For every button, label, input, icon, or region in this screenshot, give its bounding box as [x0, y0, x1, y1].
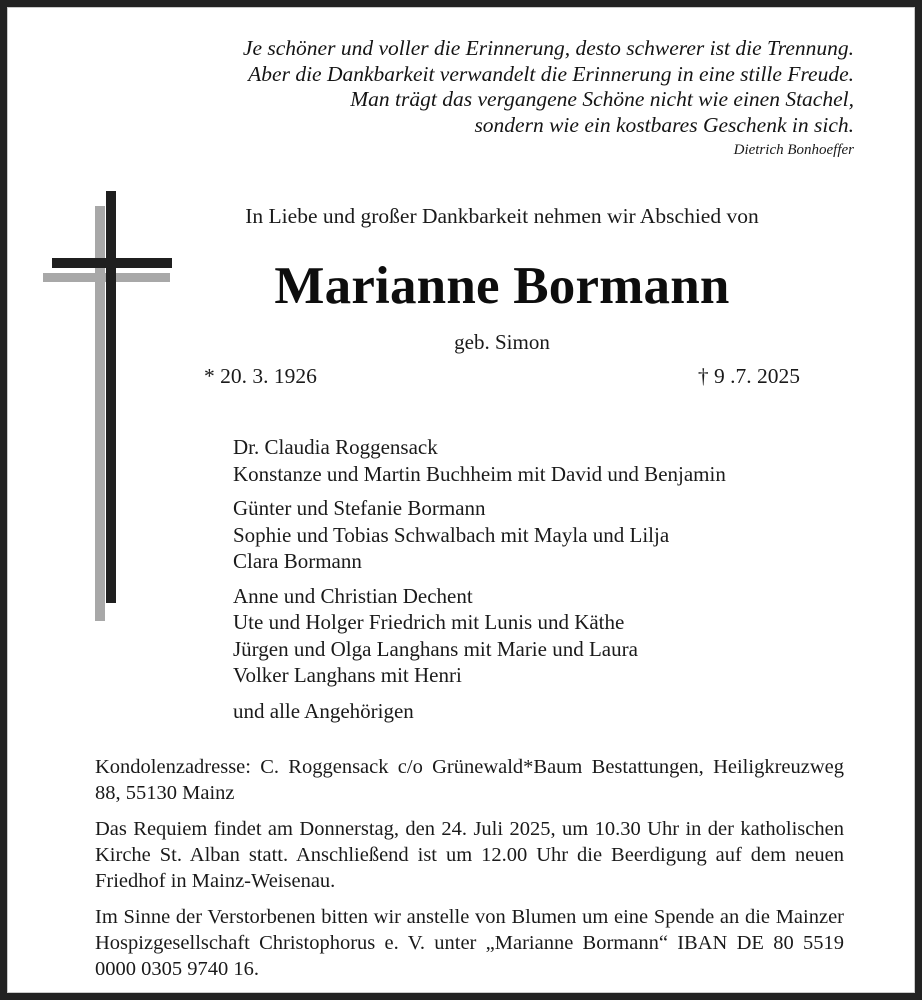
mourner-line: Volker Langhans mit Henri [233, 663, 462, 687]
birth-date: * 20. 3. 1926 [204, 364, 317, 388]
quote-line-4: sondern wie ein kostbares Geschenk in sich. [474, 112, 854, 137]
cross-icon [36, 188, 186, 638]
family-group [233, 495, 873, 575]
quote-line-2: Aber die Dankbarkeit verwandelt die Erinnerung in eine stille Freude. [248, 61, 854, 86]
mourner-line: Clara Bormann [233, 549, 362, 573]
notice-inner-frame [7, 7, 915, 993]
quote-author: Dietrich Bonhoeffer [733, 142, 854, 158]
memorial-quote [148, 36, 854, 160]
deceased-name: Marianne Bormann [274, 257, 730, 315]
service-details: Das Requiem findet am Donnerstag, den 24. Juli 2025, um 10.30 Uhr in der katholischen Kirche St. Alban statt. Anschließend ist um 12.00 Uhr die Beerdigung auf dem neuen Friedhof in Mainz-Weisenau. [95, 818, 844, 892]
mourners-list [233, 434, 873, 689]
lead-in-text: In Liebe und großer Dankbarkeit nehmen wir Abschied von [245, 204, 759, 228]
mourner-line: Jürgen und Olga Langhans mit Marie und Laura [233, 636, 638, 661]
quote-line-3: Man trägt das vergangene Schöne nicht wie einen Stachel, [350, 87, 854, 111]
death-date: † 9 .7. 2025 [697, 364, 800, 388]
family-group [233, 434, 873, 487]
mourner-line: Konstanze und Martin Buchheim mit David und Benjamin [233, 461, 726, 486]
deceased-maiden-name: geb. Simon [454, 330, 550, 354]
cross-icon-dark-horizontal [52, 258, 172, 268]
mourner-line: Ute und Holger Friedrich mit Lunis und Käthe [233, 610, 625, 634]
mourner-line: Günter und Stefanie Bormann [233, 496, 486, 520]
life-dates [204, 363, 800, 390]
cross-icon-dark-vertical [106, 191, 116, 603]
condolence-address: Kondolenzadresse: C. Roggensack c/o Grünewald*Baum Bestattungen, Heiligkreuzweg 88, 55130 Mainz [95, 756, 844, 804]
quote-line-1: Je schöner und voller die Erinnerung, desto schwerer ist die Trennung. [242, 36, 854, 60]
mourner-line: Anne und Christian Dechent [233, 583, 473, 608]
family-group [233, 583, 873, 689]
cross-icon-light-vertical [95, 206, 105, 621]
donation-details: Im Sinne der Verstorbenen bitten wir anstelle von Blumen um eine Spende an die Mainzer Hospizgesellschaft Christophorus e. V. unter „Marianne Bormann“ IBAN DE 80 5519 0000 0305 9740 16. [95, 906, 844, 980]
mourner-line: Dr. Claudia Roggensack [233, 435, 438, 459]
closing-line: und alle Angehörigen [233, 699, 414, 723]
mourner-line: Sophie und Tobias Schwalbach mit Mayla und Lilja [233, 522, 670, 547]
footer-details [95, 754, 844, 982]
